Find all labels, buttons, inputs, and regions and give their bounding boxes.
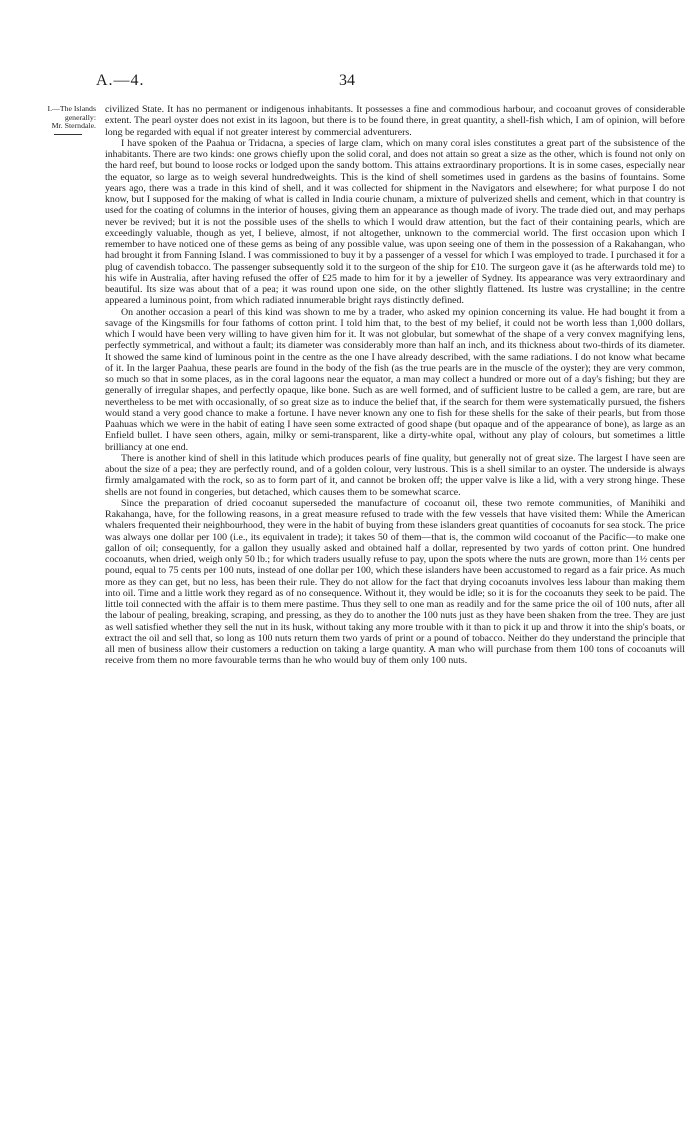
paragraph: On another occasion a pearl of this kind was shown to me by a trader, who asked my opinion concerning its value. He had bought it from a savage of the Kingsmills for four fathoms of cotton print. I told him that, to the best of my belief, it could not be worth less than 1,000 dollars, which I would have been very willing to have given him for it. It was not globular, but somewhat of the shape of a very convex magnifying lens, perfectly symmetrical, and without a fault; its diameter was considerably more than half an inch, and its thickness about two-thirds of its diameter. It showed the same kind of luminous point in the centre as the one I have already described, with the same radiations. I do not know what became of it. In the larger Paahua, these pearls are found in the body of the fish (as the true pearls are in the muscle of the oyster); they are very common, so much so that in some places, as in the coral lagoons near the equator, a man may collect a hundred or more out of a day's fishing; but they are generally of irregular shapes, and perfectly opaque, like bone. Such as are well formed, and of sufficient lustre to be called a gem, are rare, but are nevertheless to be met with occasionally, of so great size as to induce the belief that, if the search for them were systematically pursued, the fishers would stand a very good chance to make a fortune. I have never known any one to fish for these shells for the sake of their pearls, but from those Paahuas which we were in the habit of eating I have seen some extracted of good shape (but opaque and of the appearance of bone), as large as an Enfield bullet. I have seen others, again, milky or semi-transparent, like a dirty-white opal, without any play of colours, but sometimes a little brilliancy at one end. (105, 306, 685, 453)
paragraph: Since the preparation of dried cocoanut superseded the manufacture of cocoanut oil, these two remote communities, of Manihiki and Rakahanga, have, for the following reasons, in a great measure refused to trade with the few vessels that have visited them: While the American whalers frequented their neighbourhood, they were in the habit of buying from these islanders great quantities of cocoanuts for sea stock. The price was always one dollar per 100 (i.e., its equivalent in trade); it takes 50 of them—that is, the common wild cocoanut of the Pacific—to make one gallon of oil; consequently, for a gallon they usually asked and obtained half a dollar, represented by two yards of cotton print. One hundred cocoanuts, when dried, weigh only 50 lb.; for which traders usually refuse to pay, upon the spots where the nuts are grown, more than 1½ cents per pound, equal to 75 cents per 100 nuts, instead of one dollar per 100, which these islanders have been accustomed to regard as a fair price. As much more as they can get, but no less, has been their rule. They do not allow for the fact that drying cocoanuts involves less labour than making them into oil. Time and a little work they regard as of no consequence. Without it, they would be idle; so it is for the cocoanuts they seek to be paid. The little toil connected with the affair is to them mere pastime. Thus they sell to one man as readily and for the same price the oil of 100 nuts, after all the labour of pealing, breaking, scraping, and pressing, as they do to another the 100 nuts just as they have been shaken from the tree. They are just as well satisfied whether they sell the nut in its husk, without taking any more trouble with it than to pick it up and throw it into the ship's boats, or extract the oil and sell that, so long as 100 nuts return them two yards of print or a pound of tobacco. Neither do they understand the principle that all men of business allow their customers a reduction on taking a large quantity. A man who will purchase from them 100 tons of cocoanuts will receive from them no more favourable terms than he who would buy of them only 100 nuts. (105, 497, 685, 667)
margin-note (20, 105, 96, 135)
document-reference: A.—4. (96, 72, 145, 89)
body-text (105, 104, 685, 667)
paragraph: There is another kind of shell in this latitude which produces pearls of fine quality, but generally not of great size. The largest I have seen are about the size of a pea; they are perfectly round, and of a golden colour, very lustrous. This is a shell similar to an oyster. The underside is always firmly amalgamated with the rock, so as to form part of it, and cannot be broken off; the upper valve is like a lid, with a very strong hinge. These shells are not found in congeries, but detached, which causes them to be somewhat scarce. (105, 452, 685, 498)
paragraph: civilized State. It has no permanent or indigenous inhabitants. It possesses a fine and commodious harbour, and cocoanut groves of considerable extent. The pearl oyster does not exist in its lagoon, but there is to be found there, in great quantity, a shell-fish which, I am of opinion, will before long be regarded with equal if not greater interest by commercial adventurers. (105, 104, 685, 138)
margin-note-rule (54, 134, 82, 135)
paragraph: I have spoken of the Paahua or Tridacna, a species of large clam, which on many coral isles constitutes a great part of the subsistence of the inhabitants. There are two kinds: one grows chiefly upon the solid coral, and does not attain so great a size as the other, which is found not only on the hard reef, but bound to loose rocks or lodged upon the sandy bottom. This attains extraordinary proportions. It is in some cases, especially near the equator, so large as to weigh several hundredweights. This is the kind of shell sometimes used in gardens as the basins of fountains. Some years ago, there was a trade in this kind of shell, and it was collected for shipment in the Navigators and elsewhere; for what purpose I do not know, but I supposed for the making of what is called in India courie chunam, a mixture of pulverized shells and cement, which in that country is used for the coating of columns in the interior of houses, giving them an appearance as though made of ivory. The trade died out, and may perhaps never be revived; but it is not the possible uses of the shells to which I would draw attention, but the fact of their containing pearls, which are exceedingly valuable, though as yet, I believe, almost, if not altogether, unknown to the commercial world. The first occasion upon which I remember to have noticed one of these gems as being of any possible value, was upon seeing one of them in the possession of a Rakahangan, who had brought it from Fanning Island. I was commissioned to buy it by a passenger of a vessel for which I was employed to trade. I purchased it for a plug of cavendish tobacco. The passenger subsequently sold it to the surgeon of the ship for £10. The surgeon gave it (as he afterwards told me) to his wife in Australia, after having refused the offer of £25 made to him for it by a jeweller of Sydney. Its appearance was very extraordinary and beautiful. Its size was about that of a pea; it was round upon one side, on the other slightly flattened. Its lustre was crystalline; in the centre appeared a luminous point, from which radiated innumerable bright rays distinctly defined. (105, 137, 685, 307)
margin-note-line: I.—The Islands (47, 104, 96, 113)
page-number: 34 (339, 72, 355, 89)
margin-note-line: generally: (64, 112, 96, 122)
page-header (0, 72, 700, 96)
margin-note-line: Mr. Sterndale. (51, 121, 96, 131)
